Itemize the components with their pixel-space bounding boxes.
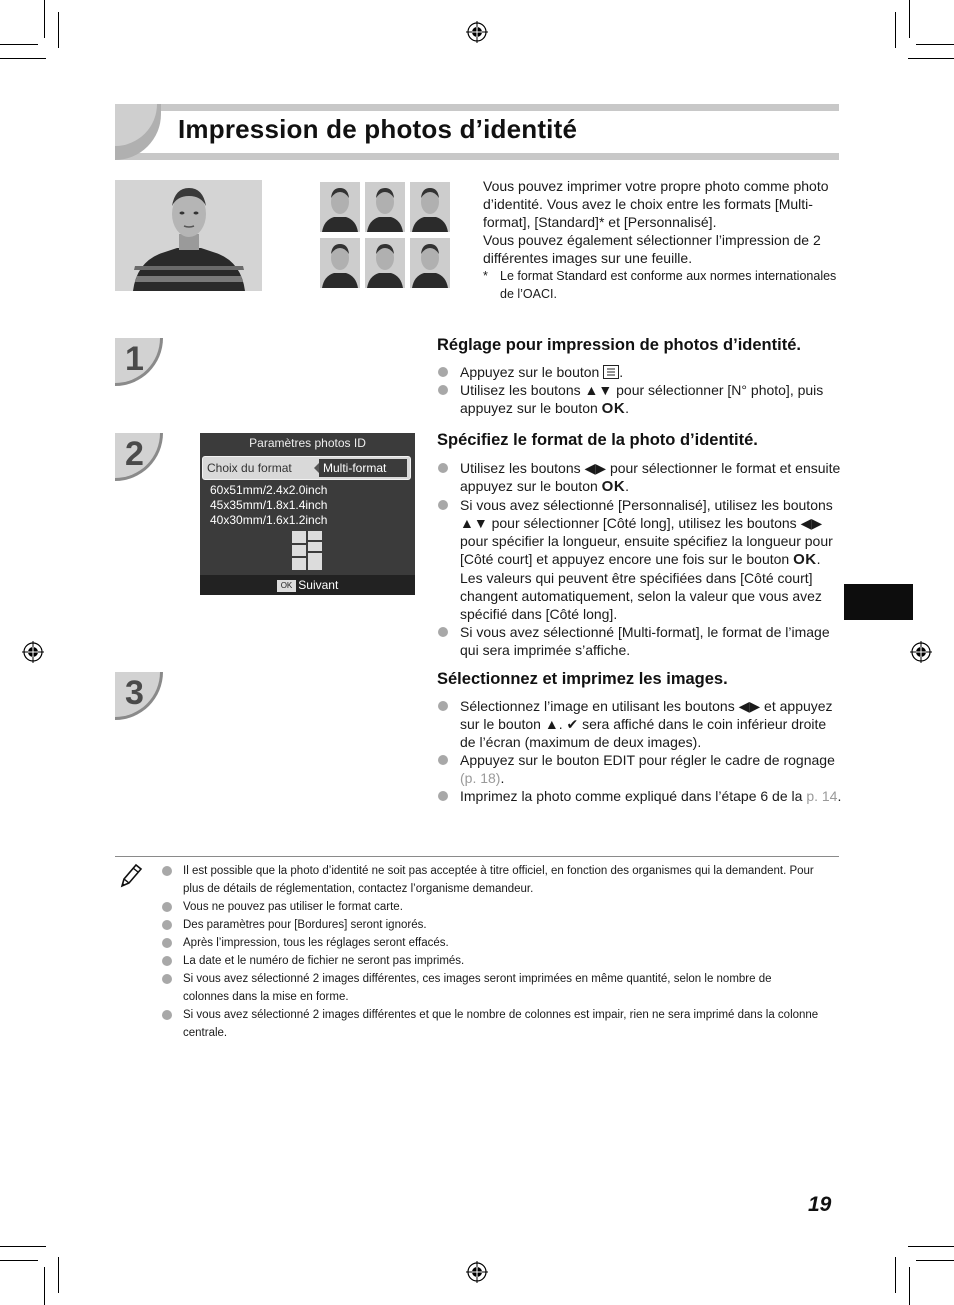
id-photo-thumbnail [410,182,450,232]
crop-mark [58,12,59,48]
crop-mark [58,1257,59,1293]
left-right-arrows-icon: ◀▶ [584,460,607,476]
text: sera affiché dans le coin inférieur droite de l’écran (maximum de deux images). [460,716,827,750]
ok-button-icon: OK [601,400,626,417]
page-number: 19 [808,1193,832,1216]
page-title: Impression de photos d’identité [178,114,578,144]
list-item [437,751,842,787]
footnote-divider [115,856,839,857]
text: pour spécifier la longueur, ensuite spécifiez la longueur pour [Côté court] et appuyez encore une fois sur le bouton [460,533,833,567]
crop-mark [916,1260,954,1261]
registration-mark-icon [22,641,44,663]
step-2-instructions [437,459,842,659]
text: . [625,400,630,416]
intro-paragraph: Vous pouvez également sélectionner l’impression de 2 différentes images sur une feuille. [483,232,821,266]
format-option: 60x51mm/2.4x2.0inch [210,483,328,497]
list-item [437,496,842,623]
text: . Les valeurs qui peuvent être spécifiées dans [Côté court] changent automatiquement, selon la valeur que vous avez spécifié dans [Côté long]. [460,551,822,622]
list-item [437,697,842,751]
list-item: Si vous avez sélectionné [Multi-format], le format de l’image qui sera imprimée s’affiche. [437,623,842,659]
text: Appuyez sur le bouton EDIT pour régler le cadre de rognage [460,752,835,768]
crop-mark [0,1246,46,1247]
format-option: 40x30mm/1.6x1.2inch [210,513,328,527]
lcd-header: Paramètres photos ID [249,436,366,450]
title-rule-top [115,104,839,111]
list-item [437,787,842,805]
id-photo-thumbnail [410,238,450,288]
lcd-footer [200,575,415,595]
step-number: 1 [125,340,144,378]
id-photo-thumbnail [320,182,360,232]
step-title: Sélectionnez et imprimez les images. [437,670,728,688]
footnote-item: Des paramètres pour [Bordures] seront ignorés. [160,916,820,934]
crop-mark [908,1246,954,1247]
registration-mark-icon [910,641,932,663]
text: pour sélectionner le format et ensuite appuyez sur le bouton [460,460,841,494]
crop-mark [44,1267,45,1305]
note-text: Le format Standard est conforme aux normes internationales de l’OACI. [500,269,837,301]
layout-preview-icon [292,531,322,570]
text: . [558,716,567,732]
footnote-item: Si vous avez sélectionné 2 images différentes et que le nombre de colonnes est impair, rien ne sera imprimé dans la colonne centrale. [160,1006,820,1042]
registration-mark-icon [466,1261,488,1283]
list-item [437,363,842,381]
step-3-instructions [437,697,842,805]
format-choice-value[interactable]: Multi-format [319,459,407,477]
up-arrow-icon: ▲ [544,716,559,732]
ok-button-icon: OK [601,478,626,495]
pencil-icon [118,862,144,890]
step-number: 2 [125,435,144,473]
crop-mark [0,58,46,59]
standard-format-note [483,267,838,303]
intro-text [483,177,838,267]
step-title: Réglage pour impression de photos d’identité. [437,336,801,354]
crop-mark [909,1267,910,1305]
crop-mark [895,12,896,48]
step-1-instructions [437,363,842,418]
text: . [837,788,842,804]
text: . [625,478,630,494]
registration-mark-icon [466,21,488,43]
step-number-badge [115,433,163,481]
step-number: 3 [125,674,144,712]
next-label: Suivant [298,578,339,592]
id-photo-thumbnail [320,238,360,288]
crop-mark [909,0,910,38]
left-right-arrows-icon: ◀▶ [800,515,823,531]
check-icon: ✔ [566,716,579,732]
portrait-photo [115,180,262,291]
chapter-tab [844,584,913,620]
page-reference-link[interactable]: p. 14 [806,788,838,804]
text: . [500,770,505,786]
list-item [437,459,842,496]
menu-button-icon [603,365,619,379]
text: pour sélectionner [Côté long], utilisez les boutons [487,515,801,531]
ok-button-icon: OK [793,551,817,568]
left-right-arrows-icon: ◀▶ [738,698,761,714]
id-photo-thumbnail [365,182,405,232]
footnote-item: Vous ne pouvez pas utiliser le format carte. [160,898,820,916]
up-down-arrows-icon: ▲▼ [460,515,488,531]
text: et appuyez sur le bouton [460,698,833,732]
intro-paragraph: Vous pouvez imprimer votre propre photo comme photo d’identité. Vous avez le choix entre les formats [Multi-format], [Standard]* et [Personnalisé]. [483,178,829,230]
footnotes-list [160,862,820,1042]
up-down-arrows-icon: ▲▼ [584,382,613,398]
format-choice-row[interactable] [202,456,411,480]
text: pour sélectionner [N° photo], puis appuyez sur le bouton [460,382,824,416]
text: Utilisez les boutons [460,460,585,476]
crop-mark [908,58,954,59]
step-number-badge [115,338,163,386]
crop-mark [916,44,954,45]
ok-button-icon: OK [277,580,297,592]
text: Si vous avez sélectionné [Personnalisé], utilisez les boutons [460,497,833,513]
text: Imprimez la photo comme expliqué dans l’étape 6 de la [460,788,807,804]
step-number-badge [115,672,163,720]
asterisk: * [483,269,488,283]
text: . [619,364,624,380]
page-reference-link[interactable]: (p. 18) [460,770,501,786]
title-rule-bottom [115,153,839,160]
list-item [437,381,842,418]
crop-mark [0,44,38,45]
footnote-item: Après l’impression, tous les réglages seront effacés. [160,934,820,952]
footnote-item: La date et le numéro de fichier ne seront pas imprimés. [160,952,820,970]
footnote-item: Si vous avez sélectionné 2 images différentes, ces images seront imprimées en même quantité, selon le nombre de colonnes dans la mise en forme. [160,970,820,1006]
id-photo-thumbnail [365,238,405,288]
format-choice-label: Choix du format [207,461,292,475]
footnote-item: Il est possible que la photo d’identité ne soit pas acceptée à titre officiel, en fonction des organismes qui la demandent. Pour plus de détails de réglementation, contactez l’organisme demandeur. [160,862,820,898]
crop-mark [0,1260,38,1261]
step-title: Spécifiez le format de la photo d’identité. [437,431,758,449]
text: Appuyez sur le bouton [460,364,604,380]
crop-mark [44,0,45,38]
format-option: 45x35mm/1.8x1.4inch [210,498,328,512]
text: Sélectionnez l’image en utilisant les boutons [460,698,739,714]
text: Utilisez les boutons [460,382,585,398]
crop-mark [895,1257,896,1293]
lcd-screen [200,433,415,595]
